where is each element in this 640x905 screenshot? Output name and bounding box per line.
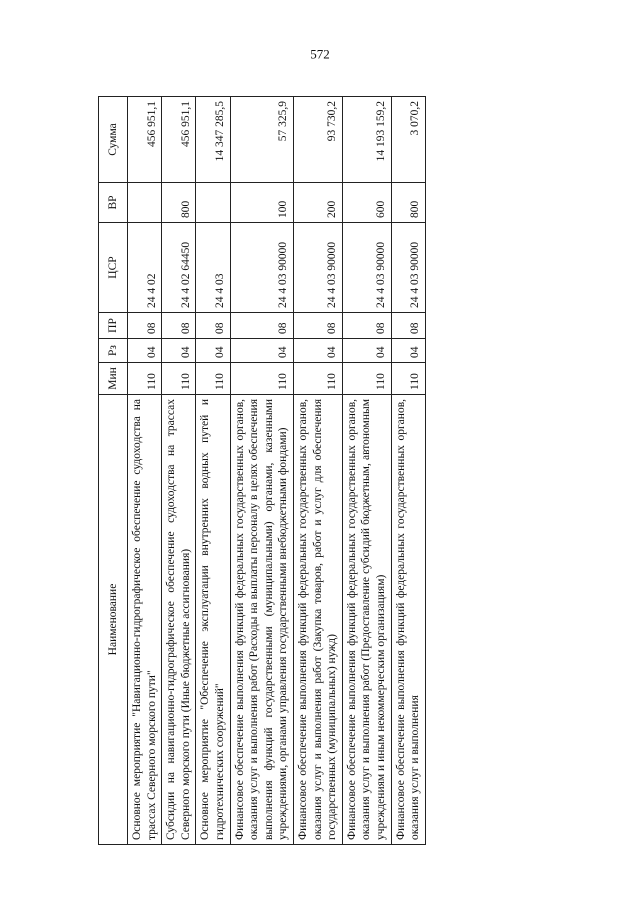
row-name: Финансовое обеспечение выполнения функций федеральных государственных органов, оказания услуг и выполнения работ (Закупка товаров, работ и услуг для обеспечения государственных (муниципальных) нужд): [293, 394, 342, 844]
table-row: [230, 96, 293, 844]
row-min: 110: [293, 362, 342, 394]
row-csr: 24 4 03: [196, 222, 230, 312]
row-csr: 24 4 03 90000: [230, 222, 293, 312]
row-min: 110: [230, 362, 293, 394]
header-name: Наименование: [99, 394, 128, 844]
row-rz: 04: [196, 338, 230, 362]
table-row: [293, 96, 342, 844]
row-name: Основное мероприятие "Обеспечение эксплуатации внутренних водных путей и гидротехнических сооружений": [196, 394, 230, 844]
row-pr: 08: [162, 312, 196, 338]
row-rz: 04: [293, 338, 342, 362]
header-csr: ЦСР: [99, 222, 128, 312]
row-sum: 3 070,2: [391, 96, 425, 182]
row-vr: [196, 182, 230, 222]
header-sum: Сумма: [99, 96, 128, 182]
row-vr: 600: [342, 182, 391, 222]
row-min: 110: [162, 362, 196, 394]
row-rz: 04: [162, 338, 196, 362]
table-row: [391, 96, 425, 844]
row-pr: 08: [230, 312, 293, 338]
row-csr: 24 4 02 64450: [162, 222, 196, 312]
row-vr: 100: [230, 182, 293, 222]
row-name: Финансовое обеспечение выполнения функций федеральных государственных органов, оказания услуг и выполнения: [391, 394, 425, 844]
row-sum: 456 951,1: [128, 96, 162, 182]
row-rz: 04: [391, 338, 425, 362]
row-name: Финансовое обеспечение выполнения функций федеральных государственных органов, оказания услуг и выполнения работ (Расходы на выплаты персоналу в целях обеспечения выполнения функций государственными (муниципальными) органами, казенными учреждениями, органами управления государственными внебюджетными фондами): [230, 394, 293, 844]
row-rz: 04: [230, 338, 293, 362]
row-sum: 456 951,1: [162, 96, 196, 182]
row-min: 110: [196, 362, 230, 394]
row-name: Субсидии на навигационно-гидрографическое обеспечение судоходства на трассах Северного морского пути (Иные бюджетные ассигнования): [162, 394, 196, 844]
rotated-page: [54, 46, 586, 853]
row-vr: 800: [162, 182, 196, 222]
row-rz: 04: [342, 338, 391, 362]
table-row: [162, 96, 196, 844]
page-number: 572: [310, 46, 330, 62]
row-sum: 14 193 159,2: [342, 96, 391, 182]
row-pr: 08: [391, 312, 425, 338]
row-pr: 08: [128, 312, 162, 338]
row-sum: 14 347 285,5: [196, 96, 230, 182]
row-csr: 24 4 03 90000: [293, 222, 342, 312]
header-min: Мин: [99, 362, 128, 394]
row-min: 110: [391, 362, 425, 394]
row-name: Основное мероприятие "Навигационно-гидрографическое обеспечение судоходства на трассах Северного морского пути": [128, 394, 162, 844]
row-csr: 24 4 02: [128, 222, 162, 312]
row-min: 110: [342, 362, 391, 394]
row-csr: 24 4 03 90000: [391, 222, 425, 312]
row-vr: 200: [293, 182, 342, 222]
row-min: 110: [128, 362, 162, 394]
budget-table: [98, 96, 426, 845]
row-sum: 57 325,9: [230, 96, 293, 182]
table-row: [196, 96, 230, 844]
row-pr: 08: [196, 312, 230, 338]
row-pr: 08: [293, 312, 342, 338]
row-csr: 24 4 03 90000: [342, 222, 391, 312]
row-rz: 04: [128, 338, 162, 362]
header-vr: ВР: [99, 182, 128, 222]
row-name: Финансовое обеспечение выполнения функций федеральных государственных органов, оказания услуг и выполнения работ (Предоставление субсидий бюджетным, автономным учреждениям и иным некоммерческим организациям): [342, 394, 391, 844]
table-header-row: [99, 96, 128, 844]
table-row: [128, 96, 162, 844]
row-pr: 08: [342, 312, 391, 338]
row-sum: 93 730,2: [293, 96, 342, 182]
row-vr: [128, 182, 162, 222]
header-rz: Рз: [99, 338, 128, 362]
table-row: [342, 96, 391, 844]
row-vr: 800: [391, 182, 425, 222]
header-pr: ПР: [99, 312, 128, 338]
